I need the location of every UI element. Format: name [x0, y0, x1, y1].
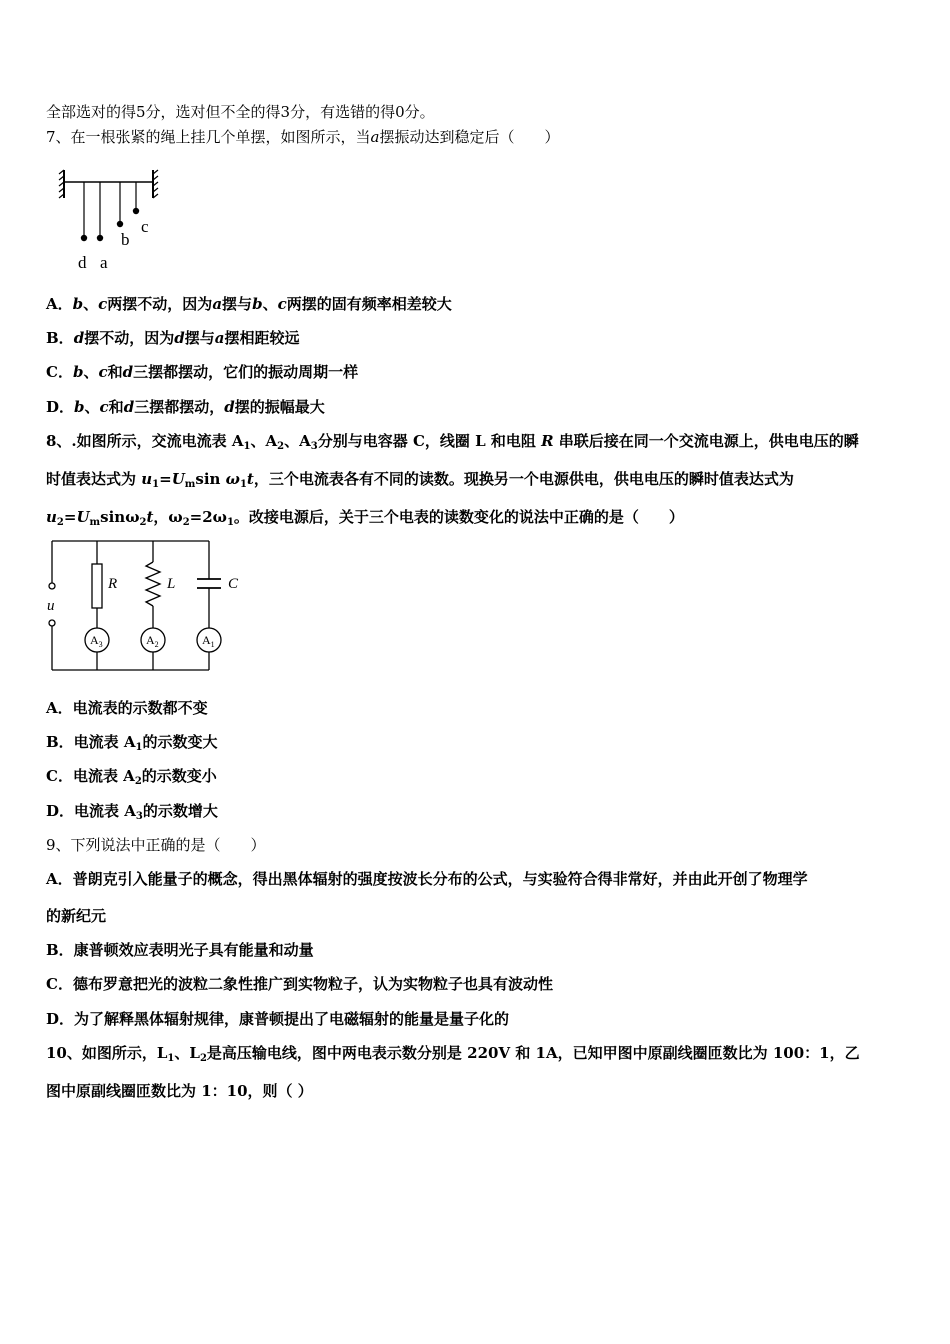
bob-c [133, 208, 139, 214]
q9-option-b[interactable]: B．康普顿效应表明光子具有能量和动量 [46, 941, 314, 959]
ammeter-a2-label: $A_2$ [146, 633, 159, 649]
label-b: b [121, 230, 130, 249]
q8-option-d[interactable]: D．电流表 $A_3$的示数增大 [46, 802, 218, 822]
q9-option-d[interactable]: D．为了解释黑体辐射规律，康普顿提出了电磁辐射的能量是量子化的 [46, 1010, 510, 1028]
q8-stem-line1: 8、.如图所示，交流电流表 $A_1$、$A_2$、$A_3$分别与电容器 C，线圈 L 和电阻 R 串联后接在同一个交流电源上，供电电压的瞬 [46, 432, 859, 452]
resistor [92, 564, 102, 608]
q7-stem: 7、在一根张紧的绳上挂几个单摆，如图所示，当a摆振动达到稳定后（ ） [46, 128, 560, 146]
q7-option-a[interactable]: A．b、c两摆不动，因为a摆与b、c两摆的固有频率相差较大 [46, 295, 452, 313]
terminal-top [49, 583, 55, 589]
q7-option-c[interactable]: C．b、c和d三摆都摆动，它们的振动周期一样 [46, 363, 359, 381]
q8-option-b[interactable]: B．电流表 $A_1$的示数变大 [46, 733, 218, 753]
ammeter-a1-label: $A_1$ [202, 633, 215, 649]
q9-stem: 9、下列说法中正确的是（ ） [46, 836, 266, 854]
q7-option-b[interactable]: B．d摆不动，因为d摆与a摆相距较远 [46, 329, 300, 347]
label-c: c [141, 217, 149, 236]
label-u: u [47, 598, 55, 614]
pendulum-figure [56, 168, 166, 274]
q10-stem-line2: 图中原副线圈匝数比为 1：10，则（ ） [46, 1082, 313, 1100]
bob-d [81, 235, 87, 241]
bob-b [117, 221, 123, 227]
circuit-figure [44, 536, 254, 676]
q10-stem-line1: 10、如图所示，$L_1$、$L_2$是高压输电线，图中两电表示数分别是 220V 和 1A，已知甲图中原副线圈匝数比为 100：1，乙 [46, 1044, 860, 1064]
label-a: a [100, 253, 108, 272]
ammeter-a3-label: $A_3$ [90, 633, 103, 649]
bob-a [97, 235, 103, 241]
label-l: L [167, 576, 176, 592]
instruction-text: 全部选对的得5分，选对但不全的得3分，有选错的得0分。 [46, 103, 435, 121]
q8-stem-line2: 时值表达式为 $u_1=U_m\sin$ $\omega_1t$，三个电流表各有不同的读数。现换另一个电源供电，供电电压的瞬时值表达式为 [46, 470, 794, 490]
q8-stem-line3: $u_2=U_m\sin\omega_2t$，$\omega_2=2\omega_1$。改接电源后，关于三个电表的读数变化的说法中正确的是（ ） [46, 508, 684, 528]
label-d: d [78, 253, 87, 272]
label-r: R [108, 576, 118, 592]
terminal-bottom [49, 620, 55, 626]
q8-option-a[interactable]: A．电流表的示数都不变 [46, 699, 208, 717]
q9-option-c[interactable]: C．德布罗意把光的波粒二象性推广到实物粒子，认为实物粒子也具有波动性 [46, 975, 553, 993]
q9-option-a-cont: 的新纪元 [46, 907, 107, 925]
q8-option-c[interactable]: C．电流表 $A_2$的示数变小 [46, 767, 217, 787]
label-c: C [228, 576, 239, 592]
q9-option-a[interactable]: A．普朗克引入能量子的概念，得出黑体辐射的强度按波长分布的公式，与实验符合得非常好，并由此开创了物理学 [46, 870, 808, 888]
inductor [146, 562, 160, 606]
q7-option-d[interactable]: D．b、c和d三摆都摆动，d摆的振幅最大 [46, 398, 325, 416]
